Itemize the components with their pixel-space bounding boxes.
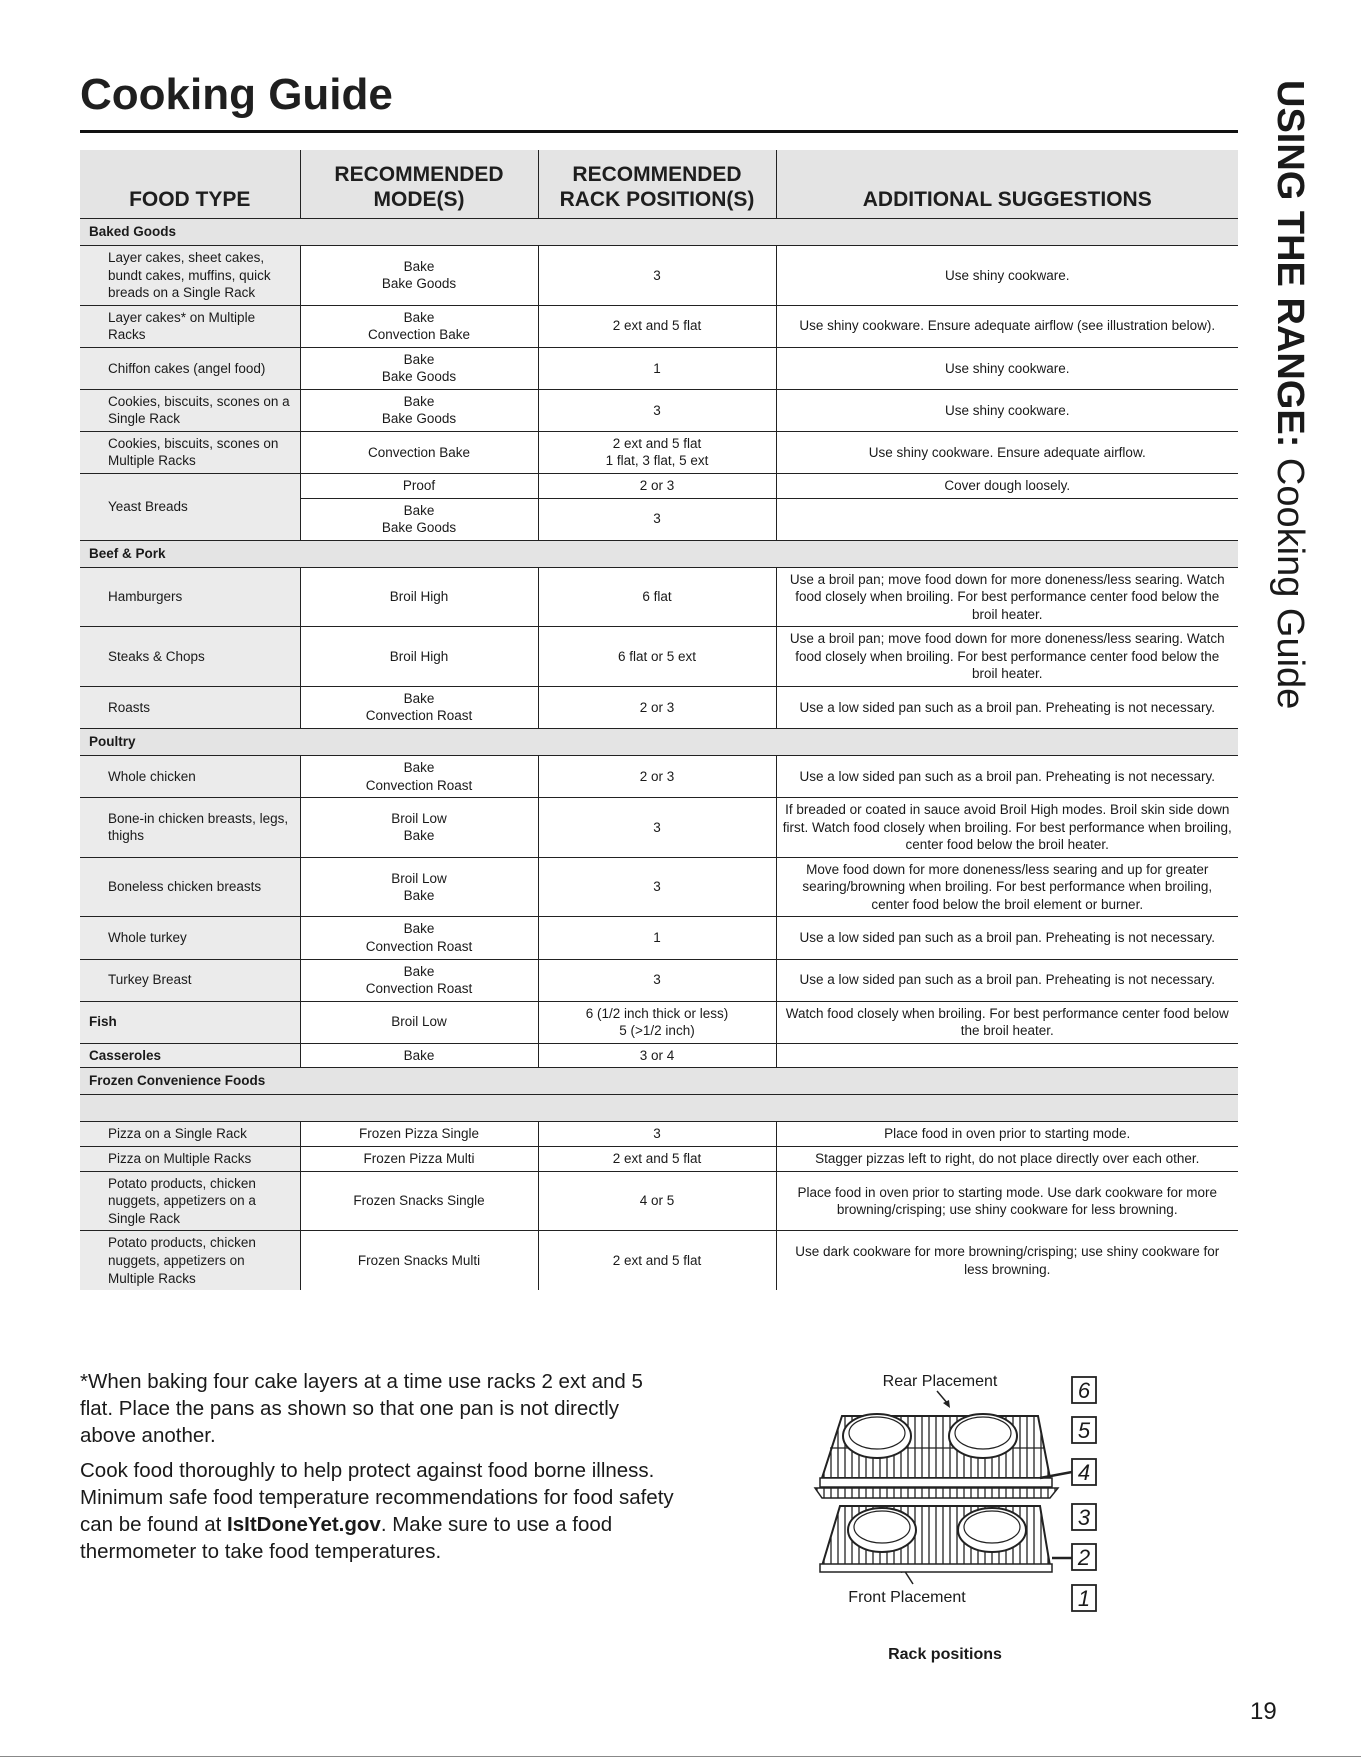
category-row [80,729,1238,756]
rack-position-cell-line: 3 [653,819,661,835]
mode-cell [300,474,538,499]
mode-cell-line: Broil High [389,589,449,605]
rack-position-cell [538,857,776,917]
food-type-cell: Layer cakes, sheet cakes, bundt cakes, muffins, quick breads on a Single Rack [80,246,300,306]
rack-position-cell [538,798,776,858]
table-header-row [80,150,1238,219]
mode-cell [300,1001,538,1043]
suggestion-cell: Use a low sided pan such as a broil pan. Preheating is not necessary. [776,917,1238,959]
table-row [80,756,1238,798]
table-row [80,246,1238,306]
safety-text-before: Cook food thoroughly to help protect against food borne illness. Minimum safe food temperature recommendations for food safety can be found at [80,1459,674,1536]
mode-cell-line: Proof [402,478,436,494]
rack-position-cell-line: 2 or 3 [639,768,675,784]
svg-text:1: 1 [1077,1586,1091,1611]
mode-cell-line: Frozen Pizza Multi [363,1151,475,1166]
suggestion-cell: Use a broil pan; move food down for more doneness/less searing. Watch food closely when broiling. For best performance center food below the broil heater. [776,627,1238,687]
table-row [80,431,1238,473]
rack-position-cell [538,1001,776,1043]
mode-cell-line: Bake [403,502,435,518]
rack-position-cell-line: 2 ext and 5 flat [612,318,702,334]
table-row [80,627,1238,687]
rack-position-cell-line: 1 [653,930,661,946]
front-placement-label: Front Placement [848,1589,966,1606]
mode-cell [300,756,538,798]
suggestion-cell: Place food in oven prior to starting mode. Use dark cookware for more browning/crisping; use shiny cookware for less browning. [776,1171,1238,1231]
mode-cell [300,1231,538,1290]
suggestion-cell [776,1043,1238,1068]
category-row [80,219,1238,246]
mode-cell-line: Frozen Snacks Single [353,1193,485,1209]
rack-position-cell-line: 3 [653,1126,661,1142]
mode-cell-line: Convection Roast [365,777,473,793]
rack-position-cell-line: 1 [653,360,661,376]
mode-cell-line: Bake [403,393,435,409]
suggestion-cell: Use shiny cookware. [776,347,1238,389]
rack-position-cell-line: 2 or 3 [639,478,675,494]
mode-cell [300,305,538,347]
rack-position-cell [538,1146,776,1171]
table-row [80,686,1238,728]
svg-text:2: 2 [1077,1545,1091,1570]
rack-position-cell-line: 3 [653,402,661,418]
rack-position-cell-line: 3 [653,879,661,895]
rack-position-cell-line: 3 [653,972,661,988]
food-type-cell: Fish [80,1001,300,1043]
rack-position-cell [538,567,776,627]
rack-position-cell [538,917,776,959]
mode-cell-line: Bake [403,351,435,367]
mode-cell [300,1122,538,1147]
table-row [80,567,1238,627]
food-type-cell: Hamburgers [80,567,300,627]
mode-cell-line: Broil Low [391,870,447,886]
side-tab-subtitle: Cooking Guide [1269,447,1311,710]
mode-cell [300,567,538,627]
mode-cell-line: Bake Goods [381,369,457,385]
rack-positions-caption: Rack positions [888,1646,1002,1663]
rack-position-cell-line: 4 or 5 [639,1193,675,1209]
food-type-cell: Layer cakes* on Multiple Racks [80,305,300,347]
suggestion-cell [776,498,1238,540]
header-food-type: FOOD TYPE [80,150,300,219]
table-body [80,219,1238,1291]
rack-position-cell [538,1231,776,1290]
mode-cell-line: Bake [403,1047,435,1063]
suggestion-cell: Use dark cookware for more browning/crisping; use shiny cookware for less browning. [776,1231,1238,1290]
food-type-cell: Bone-in chicken breasts, legs, thighs [80,798,300,858]
category-row [80,1095,1238,1122]
rack-number-5 [1072,1417,1096,1443]
suggestion-cell: Use a broil pan; move food down for more doneness/less searing. Watch food closely when broiling. For best performance center food below the broil heater. [776,567,1238,627]
rack-position-cell [538,498,776,540]
page-number: 19 [1250,1698,1277,1725]
mode-cell-line: Bake [403,921,435,937]
mode-cell-line: Bake [403,963,435,979]
rack-position-cell-line: 1 flat, 3 flat, 5 ext [605,453,709,469]
cooking-guide-table [80,150,1238,1290]
rack-number-2 [1072,1544,1096,1570]
category-label: Frozen Convenience Foods [80,1068,1238,1095]
mode-cell-line: Broil High [389,648,449,664]
rack-number-4 [1072,1459,1096,1485]
suggestion-cell: Watch food closely when broiling. For best performance center food below the broil heater. [776,1001,1238,1043]
side-tab [1268,80,1311,709]
suggestion-cell: Use shiny cookware. Ensure adequate airflow. [776,431,1238,473]
category-row [80,540,1238,567]
food-type-cell: Steaks & Chops [80,627,300,687]
header-additional-suggestions: ADDITIONAL SUGGESTIONS [776,150,1238,219]
rack-position-cell-line: 2 ext and 5 flat [612,435,702,451]
mode-cell [300,1146,538,1171]
svg-text:4: 4 [1077,1460,1091,1485]
table-row [80,1122,1238,1147]
food-type-cell: Potato products, chicken nuggets, appetizers on Multiple Racks [80,1231,300,1290]
rack-position-cell [538,474,776,499]
mode-cell [300,1043,538,1068]
suggestion-cell: Use a low sided pan such as a broil pan. Preheating is not necessary. [776,756,1238,798]
table-row [80,305,1238,347]
mode-cell-line: Frozen Snacks Multi [357,1252,481,1268]
mode-cell [300,347,538,389]
mode-cell-line: Bake [403,760,435,776]
suggestion-cell: Move food down for more doneness/less searing and up for greater searing/browning when broiling. For best performance when broiling, center food below the broil element or burner. [776,857,1238,917]
food-type-cell: Pizza on a Single Rack [80,1122,300,1147]
rack-position-cell-line: 2 ext and 5 flat [612,1151,702,1166]
mode-cell-line: Bake [403,690,435,706]
table-row [80,1231,1238,1290]
table-row [80,798,1238,858]
rack-position-cell [538,389,776,431]
suggestion-cell: Use a low sided pan such as a broil pan. Preheating is not necessary. [776,959,1238,1001]
mode-cell [300,498,538,540]
rack-positions-illustration [800,1366,1130,1616]
rack-position-cell [538,431,776,473]
mode-cell [300,1171,538,1231]
rack-position-cell-line: 3 [653,511,661,527]
suggestion-cell: Use shiny cookware. Ensure adequate airflow (see illustration below). [776,305,1238,347]
category-label: Poultry [80,729,1238,756]
food-safety-note [80,1457,680,1565]
table-row [80,857,1238,917]
isitdoneyet-link[interactable]: IsItDoneYet.gov [227,1513,381,1536]
rack-number-3 [1072,1504,1096,1530]
rack-position-cell-line: 2 ext and 5 flat [612,1252,702,1268]
cake-layers-note: *When baking four cake layers at a time use racks 2 ext and 5 flat. Place the pans as shown so that one pan is not directly above another. [80,1370,643,1447]
title-rule [80,130,1238,133]
table-row [80,917,1238,959]
safety-text-after: . Make sure to use a food thermometer to take food temperatures. [80,1513,613,1563]
rack-position-cell [538,756,776,798]
header-rack-positions: RECOMMENDED RACK POSITION(S) [538,150,776,219]
suggestion-cell: Cover dough loosely. [776,474,1238,499]
mode-cell [300,857,538,917]
mode-cell [300,389,538,431]
food-type-cell: Casseroles [80,1043,300,1068]
mode-cell-line: Bake [403,309,435,325]
food-type-cell: Whole chicken [80,756,300,798]
rear-placement-label: Rear Placement [882,1373,998,1390]
category-label: Baked Goods [80,219,1238,246]
rack-position-cell-line: 6 flat [642,589,672,605]
header-modes: RECOMMENDED MODE(S) [300,150,538,219]
mode-cell-line: Bake [403,888,435,904]
rack-position-cell-line: 3 or 4 [639,1047,675,1063]
rack-position-cell [538,1171,776,1231]
mode-cell [300,917,538,959]
food-type-cell: Chiffon cakes (angel food) [80,347,300,389]
rack-position-cell [538,246,776,306]
rack-position-cell [538,686,776,728]
mode-cell-line: Convection Roast [365,708,473,724]
suggestion-cell: Place food in oven prior to starting mode. [776,1122,1238,1147]
suggestion-cell: Stagger pizzas left to right, do not place directly over each other. [776,1146,1238,1171]
rack-number-6 [1072,1377,1096,1403]
category-label: Beef & Pork [80,540,1238,567]
rack-position-cell-line: 5 (>1/2 inch) [619,1023,695,1039]
table-row [80,1146,1238,1171]
mode-cell-line: Bake [403,258,435,274]
table-row [80,474,1238,499]
mode-cell-line: Bake Goods [381,276,457,292]
rack-position-cell-line: 6 flat or 5 ext [617,648,697,664]
rack-position-cell [538,1122,776,1147]
mode-cell [300,959,538,1001]
suggestion-cell: Use a low sided pan such as a broil pan. Preheating is not necessary. [776,686,1238,728]
food-type-cell: Boneless chicken breasts [80,857,300,917]
category-row [80,1068,1238,1095]
category-label [80,1095,1238,1122]
mode-cell-line: Convection Bake [367,444,471,460]
rack-position-cell [538,627,776,687]
mode-cell-line: Convection Roast [365,938,473,954]
mode-cell-line: Broil Low [391,1014,447,1030]
mode-cell [300,431,538,473]
page-title: Cooking Guide [80,70,393,119]
mode-cell-line: Frozen Pizza Single [358,1126,480,1142]
table-row [80,1001,1238,1043]
food-type-cell: Yeast Breads [80,474,300,541]
rack-number-1 [1072,1585,1096,1611]
food-type-cell: Pizza on Multiple Racks [80,1146,300,1171]
rack-position-cell [538,959,776,1001]
food-type-cell: Roasts [80,686,300,728]
mode-cell-line: Bake Goods [381,520,457,536]
mode-cell-line: Convection Bake [367,327,471,343]
food-type-cell: Cookies, biscuits, scones on Multiple Racks [80,431,300,473]
mode-cell [300,798,538,858]
rack-position-cell [538,305,776,347]
table-row [80,959,1238,1001]
rack-position-cell-line: 3 [653,267,661,283]
food-type-cell: Potato products, chicken nuggets, appetizers on a Single Rack [80,1171,300,1231]
mode-cell [300,246,538,306]
bottom-rule [0,1756,1361,1757]
food-type-cell: Whole turkey [80,917,300,959]
mode-cell-line: Bake [403,828,435,844]
suggestion-cell: Use shiny cookware. [776,389,1238,431]
suggestion-cell: Use shiny cookware. [776,246,1238,306]
table-row [80,347,1238,389]
mode-cell [300,686,538,728]
footnotes [80,1368,680,1573]
side-tab-section: USING THE RANGE: [1269,80,1311,448]
rack-position-cell [538,1043,776,1068]
table-row [80,1171,1238,1231]
mode-cell-line: Convection Roast [365,981,473,997]
rack-position-cell-line: 2 or 3 [639,699,675,715]
table-row [80,1043,1238,1068]
svg-text:6: 6 [1077,1378,1091,1403]
food-type-cell: Turkey Breast [80,959,300,1001]
food-type-cell: Cookies, biscuits, scones on a Single Rack [80,389,300,431]
rack-position-cell [538,347,776,389]
svg-text:5: 5 [1077,1418,1091,1443]
rack-position-cell-line: 6 (1/2 inch thick or less) [585,1005,729,1021]
table-row [80,389,1238,431]
mode-cell-line: Bake Goods [381,411,457,427]
mode-cell-line: Broil Low [391,810,447,826]
mode-cell [300,627,538,687]
suggestion-cell: If breaded or coated in sauce avoid Broil High modes. Broil skin side down first. Watch food closely when broiling. For best performance when broiling, center food below the broil heater. [776,798,1238,858]
svg-text:3: 3 [1077,1505,1091,1530]
